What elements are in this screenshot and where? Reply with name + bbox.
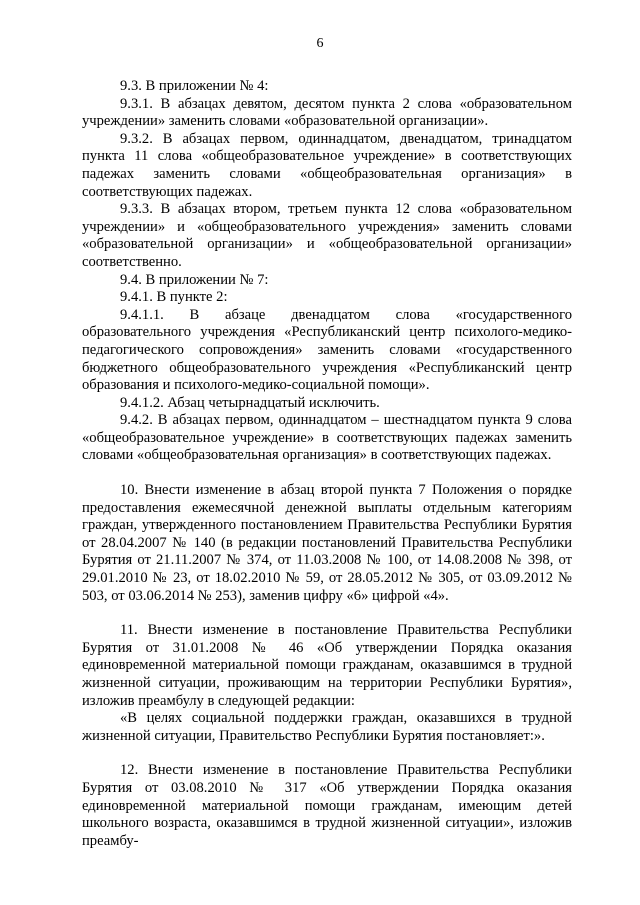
paragraph-9-3-3: 9.3.3. В абзацах втором, третьем пункта 12 слова «образовательном учреждении» и «общеобразовательного учреждения» заменить словами «образовательной организации» и «общеобразовательной организации» соответственно. <box>82 201 572 270</box>
section-spacer <box>82 465 572 482</box>
paragraph-10: 10. Внести изменение в абзац второй пункта 7 Положения о порядке предоставления ежемесячной денежной выплаты отдельным категориям граждан, утвержденного постановлением Правительства Республики Бурятия от 28.04.2007 № 140 (в редакции постановлений Правительства Республики Бурятия от 21.11.2007 № 374, от 11.03.2008 № 100, от 14.08.2008 № 398, от 29.01.2010 № 23, от 18.02.2010 № 59, от 28.05.2012 № 305, от 03.09.2012 № 503, от 03.06.2014 № 253), заменив цифру «6» цифрой «4». <box>82 482 572 604</box>
paragraph-9-4: 9.4. В приложении № 7: <box>120 271 269 288</box>
paragraph-9-3: 9.3. В приложении № 4: <box>120 78 269 94</box>
section-spacer <box>82 745 572 762</box>
paragraph-9-3-1: 9.3.1. В абзацах девятом, десятом пункта 2 слова «образовательном учреждении» заменить словами «образовательной организации». <box>82 95 572 130</box>
paragraph-9-3-2: 9.3.2. В абзацах первом, одиннадцатом, двенадцатом, тринадцатом пункта 11 слова «общеобразовательное учреждение» в соответствующих падежах заменить словами «общеобразовательная организация» в соответствующих падежах. <box>82 130 572 200</box>
paragraph-9-4-1: 9.4.1. В пункте 2: <box>120 289 228 306</box>
paragraph-12: 12. Внести изменение в постановление Правительства Республики Бурятия от 03.08.2010 № 317 «Об утверждении Порядка оказания единовременной материальной помощи гражданам, имеющим детей школьного возраста, оказавшимся в трудной жизненной ситуации», изложив преамбу- <box>82 762 572 849</box>
paragraph-11: 11. Внести изменение в постановление Правительства Республики Бурятия от 31.01.2008 № 46 «Об утверждении Порядка оказания единовременной материальной помощи гражданам, оказавшимся в трудной жизненной ситуации, проживающим на территории Республики Бурятия», изложив преамбулу в следующей редакции: <box>82 622 572 709</box>
document-body <box>82 78 572 850</box>
paragraph-9-4-1-2: 9.4.1.2. Абзац четырнадцатый исключить. <box>120 394 380 411</box>
page-number: 6 <box>316 36 324 51</box>
section-spacer <box>82 605 572 622</box>
paragraph-9-4-1-1: 9.4.1.1. В абзаце двенадцатом слова «государственного образовательного учреждения «Республиканский центр психолого-медико-педагогического сопровождения» заменить словами «государственного бюджетного общеобразовательного учреждения «Республиканский центр образования и психолого-медико-социальной помощи». <box>82 306 572 394</box>
paragraph-9-4-2: 9.4.2. В абзацах первом, одиннадцатом – шестнадцатом пункта 9 слова «общеобразовательное учреждение» в соответствующих падежах заменить словами «общеобразовательная организация» в соответствующих падежах. <box>82 412 572 464</box>
paragraph-11-quote: «В целях социальной поддержки граждан, оказавшихся в трудной жизненной ситуации, Правительство Республики Бурятия постановляет:». <box>82 710 572 744</box>
